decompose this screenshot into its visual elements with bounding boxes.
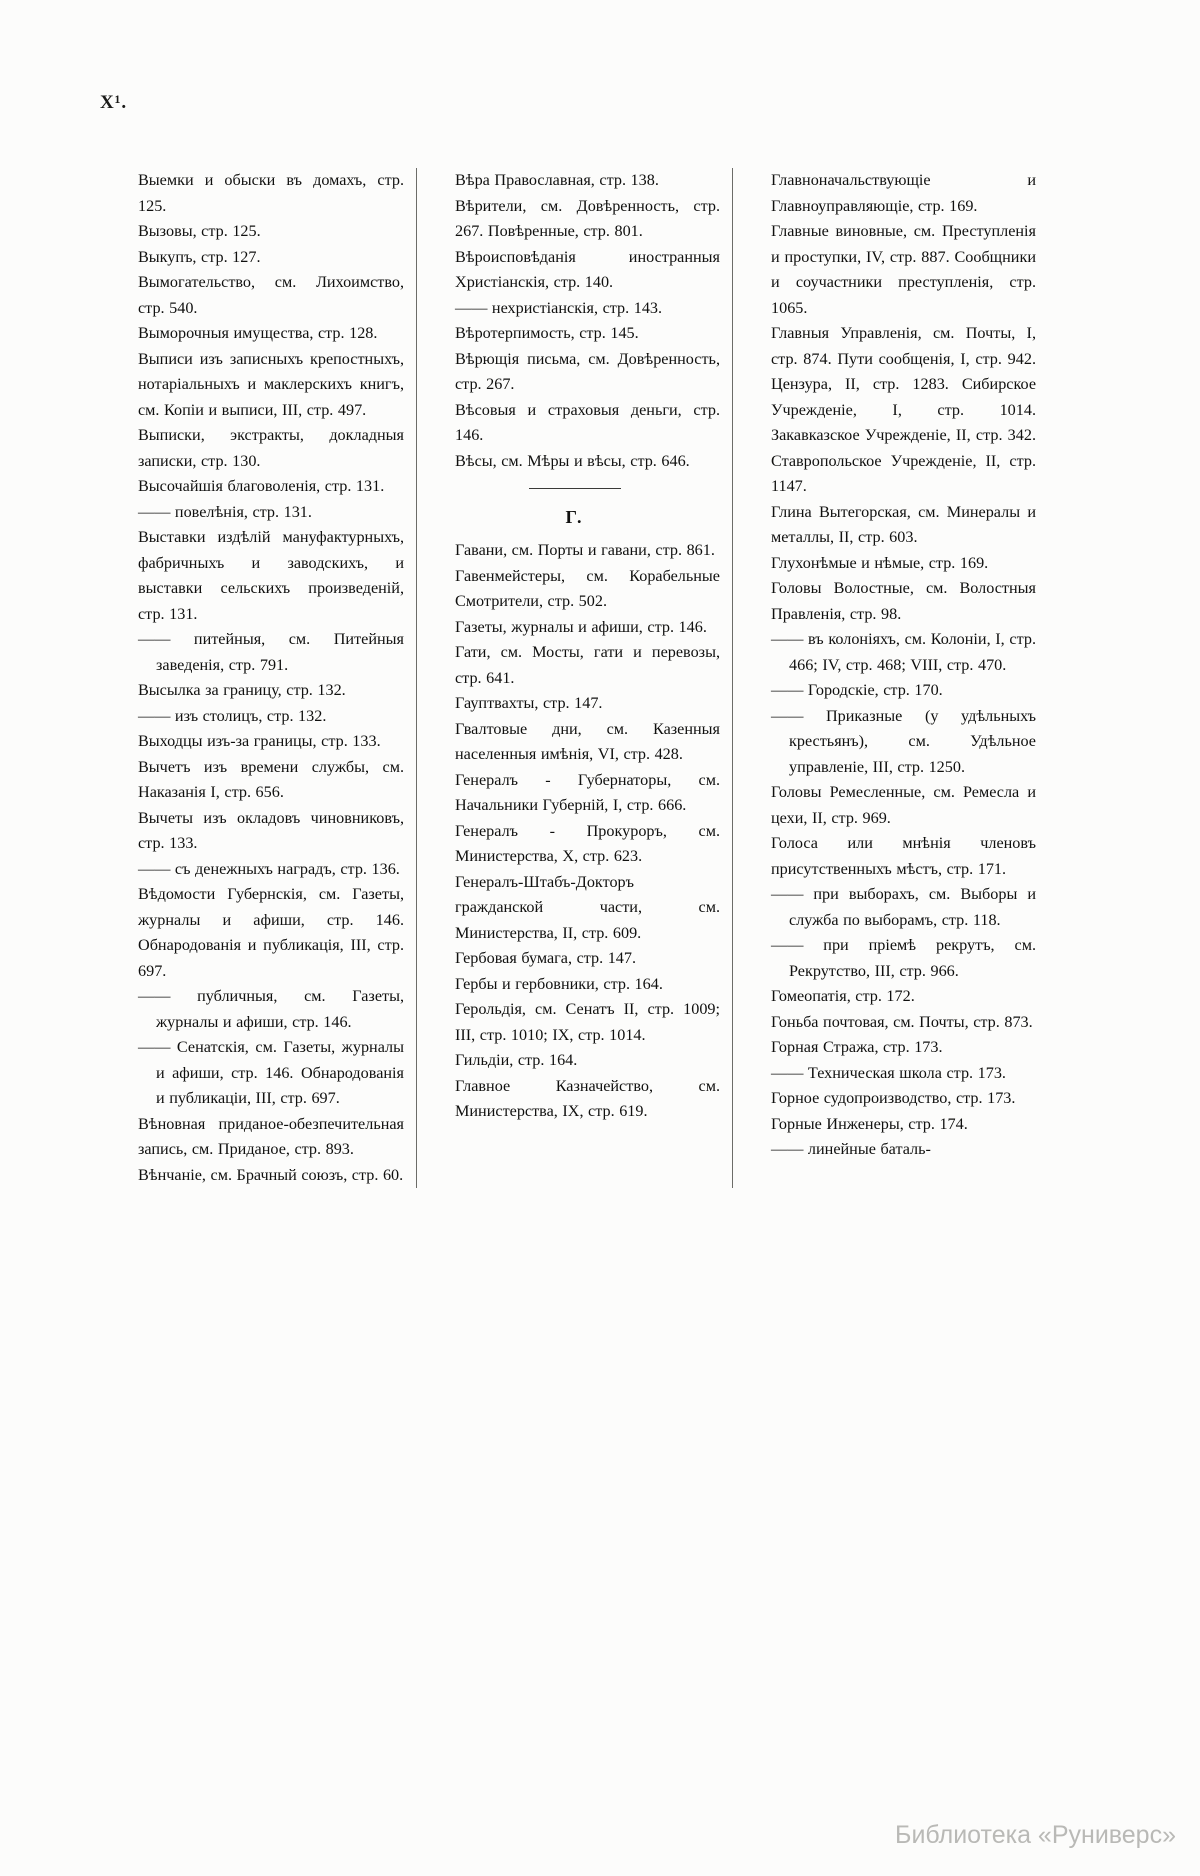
index-entry: Гоньба почтовая, см. Почты, стр. 873.: [771, 1012, 1033, 1031]
index-entry: Гауптвахты, стр. 147.: [455, 694, 603, 712]
index-subentry: —— изъ столицъ, стр. 132.: [138, 706, 327, 725]
index-entry: Гвалтовые дни, см. Казенныя населенныя имѣнія, VI, стр. 428.: [455, 719, 720, 763]
index-entry: Высылка за границу, стр. 132.: [138, 681, 346, 699]
index-entry: Вымогательство, см. Лихоимство, стр. 540.: [138, 273, 404, 317]
index-entry: Вѣра Православная, стр. 138.: [455, 171, 659, 189]
index-entry: Выходцы изъ-за границы, стр. 133.: [138, 732, 381, 750]
index-entry: Генералъ - Губернаторы, см. Начальники Губерній, I, стр. 666.: [455, 770, 720, 814]
index-subentry: —— Городскіе, стр. 170.: [771, 681, 943, 699]
index-entry: Главное Казначейство, см. Министерства, IX, стр. 619.: [455, 1076, 720, 1120]
index-entry: Выморочныя имущества, стр. 128.: [138, 324, 378, 342]
index-entry: Гомеопатія, стр. 172.: [771, 987, 915, 1005]
index-entry: Выписки, экстракты, докладныя записки, стр. 130.: [138, 426, 404, 470]
section-divider: [529, 488, 621, 489]
index-entry: Глухонѣмые и нѣмые, стр. 169.: [771, 553, 989, 572]
index-entry: Вѣроисповѣданія иностранныя Христіанскія, стр. 140.: [455, 247, 720, 291]
index-column-3: [732, 168, 1048, 1188]
index-entry: Вызовы, стр. 125.: [138, 222, 261, 240]
index-entry: Головы Ремесленные, см. Ремесла и цехи, II, стр. 969.: [771, 783, 1036, 827]
index-subentry: —— повелѣнія, стр. 131.: [138, 502, 312, 521]
index-subentry: —— питейныя, см. Питейныя заведенія, стр. 791.: [138, 630, 404, 674]
index-entry: Глина Вытегорская, см. Минералы и металлы, II, стр. 603.: [771, 502, 1036, 546]
index-entry: Вѣрющія письма, см. Довѣренность, стр. 267.: [455, 349, 720, 393]
page-folio: X¹.: [100, 92, 128, 113]
index-subentry: —— публичныя, см. Газеты, журналы и афиши, стр. 146.: [138, 987, 404, 1031]
index-subentry: —— при пріемѣ рекрутъ, см. Рекрутство, III, стр. 966.: [771, 936, 1036, 980]
index-columns: [100, 168, 1100, 1188]
index-subentry: —— Сенатскія, см. Газеты, журналы и афиши, стр. 146. Обнародованія и публикаціи, III, стр. 697.: [138, 1038, 404, 1107]
index-entry: Вѣдомости Губернскія, см. Газеты, журналы и афиши, стр. 146. Обнародованія и публикація, III, стр. 697.: [138, 885, 404, 980]
index-entry: Гильдіи, стр. 164.: [455, 1051, 578, 1069]
index-entry: Вычетъ изъ времени службы, см. Наказанія I, стр. 656.: [138, 757, 404, 801]
index-entry: Газеты, журналы и афиши, стр. 146.: [455, 617, 707, 636]
index-entry: Гербы и гербовники, стр. 164.: [455, 974, 663, 993]
index-entry: Выемки и обыски въ домахъ, стр. 125.: [138, 171, 404, 215]
index-entry: Гавенмейстеры, см. Корабельные Смотрители, стр. 502.: [455, 566, 720, 610]
index-entry: Гати, см. Мосты, гати и перевозы, стр. 641.: [455, 643, 720, 687]
index-entry: Вычеты изъ окладовъ чиновниковъ, стр. 133.: [138, 808, 404, 852]
index-entry: Вѣсовыя и страховыя деньги, стр. 146.: [455, 400, 720, 444]
index-entry: Горные Инженеры, стр. 174.: [771, 1114, 968, 1133]
index-entry: Высочайшія благоволенія, стр. 131.: [138, 477, 385, 495]
library-watermark: Библиотека «Руниверс»: [895, 1821, 1176, 1849]
index-column-2: [416, 168, 732, 1188]
index-entry: Вѣсы, см. Мѣры и вѣсы, стр. 646.: [455, 451, 690, 470]
index-entry: Главноначальствующіе и Главноуправляющіе, стр. 169.: [771, 171, 1036, 215]
index-entry: Генералъ - Прокуроръ, см. Министерства, X, стр. 623.: [455, 821, 720, 865]
index-subentry: —— Приказные (у удѣльныхъ крестьянъ), см. Удѣльное управленіе, III, стр. 1250.: [771, 706, 1036, 776]
index-entry: Голоса или мнѣнія членовъ присутственныхъ мѣстъ, стр. 171.: [771, 834, 1036, 878]
index-entry: Выписи изъ записныхъ крепостныхъ, нотаріальныхъ и маклерскихъ книгъ, см. Копіи и выписи, III, стр. 497.: [138, 349, 404, 419]
index-column-1: [100, 168, 416, 1188]
index-entry: Гавани, см. Порты и гавани, стр. 861.: [455, 541, 715, 559]
index-entry: Горная Стража, стр. 173.: [771, 1038, 943, 1056]
index-subentry: —— нехристіанскія, стр. 143.: [455, 298, 663, 317]
index-entry: Вѣновная приданое-обезпечительная запись, см. Приданое, стр. 893.: [138, 1114, 404, 1158]
index-entry: Генералъ-Штабъ-Докторъ гражданской части, см. Министерства, II, стр. 609.: [455, 872, 720, 942]
index-entry: Вѣротерпимость, стр. 145.: [455, 324, 639, 342]
index-subentry: —— линейные баталь-: [771, 1140, 931, 1158]
index-entry: Вѣнчаніе, см. Брачный союзъ, стр. 60.: [138, 1165, 404, 1184]
section-heading: Г.: [565, 507, 584, 527]
index-subentry: —— съ денежныхъ наградъ, стр. 136.: [138, 859, 400, 878]
index-entry: Главныя Управленія, см. Почты, I, стр. 874. Пути сообщенія, I, стр. 942. Цензура, II, стр. 1283. Сибирское Учрежденіе, I, стр. 1014. Закавказское Учрежденіе, II, стр. 342. Ставропольское Учрежденіе, II, стр. 1147.: [771, 324, 1036, 495]
index-subentry: —— при выборахъ, см. Выборы и служба по выборамъ, стр. 118.: [771, 885, 1036, 929]
index-entry: Герольдія, см. Сенатъ II, стр. 1009; III, стр. 1010; IX, стр. 1014.: [455, 1000, 720, 1044]
index-entry: Горное судопроизводство, стр. 173.: [771, 1089, 1016, 1107]
index-subentry: —— Техническая школа стр. 173.: [771, 1063, 1006, 1082]
index-entry: Выкупъ, стр. 127.: [138, 247, 261, 266]
index-entry: Главные виновные, см. Преступленія и проступки, IV, стр. 887. Сообщники и соучастники преступленія, стр. 1065.: [771, 222, 1036, 317]
index-entry: Выставки издѣлій мануфактурныхъ, фабричныхъ и заводскихъ, и выставки сельскихъ произведеній, стр. 131.: [138, 528, 404, 623]
index-entry: Головы Волостные, см. Волостныя Правленія, стр. 98.: [771, 579, 1036, 623]
index-subentry: —— въ колоніяхъ, см. Колоніи, I, стр. 466; IV, стр. 468; VIII, стр. 470.: [771, 630, 1036, 674]
index-entry: Вѣрители, см. Довѣренность, стр. 267. Повѣренные, стр. 801.: [455, 196, 720, 240]
index-entry: Гербовая бумага, стр. 147.: [455, 949, 637, 967]
